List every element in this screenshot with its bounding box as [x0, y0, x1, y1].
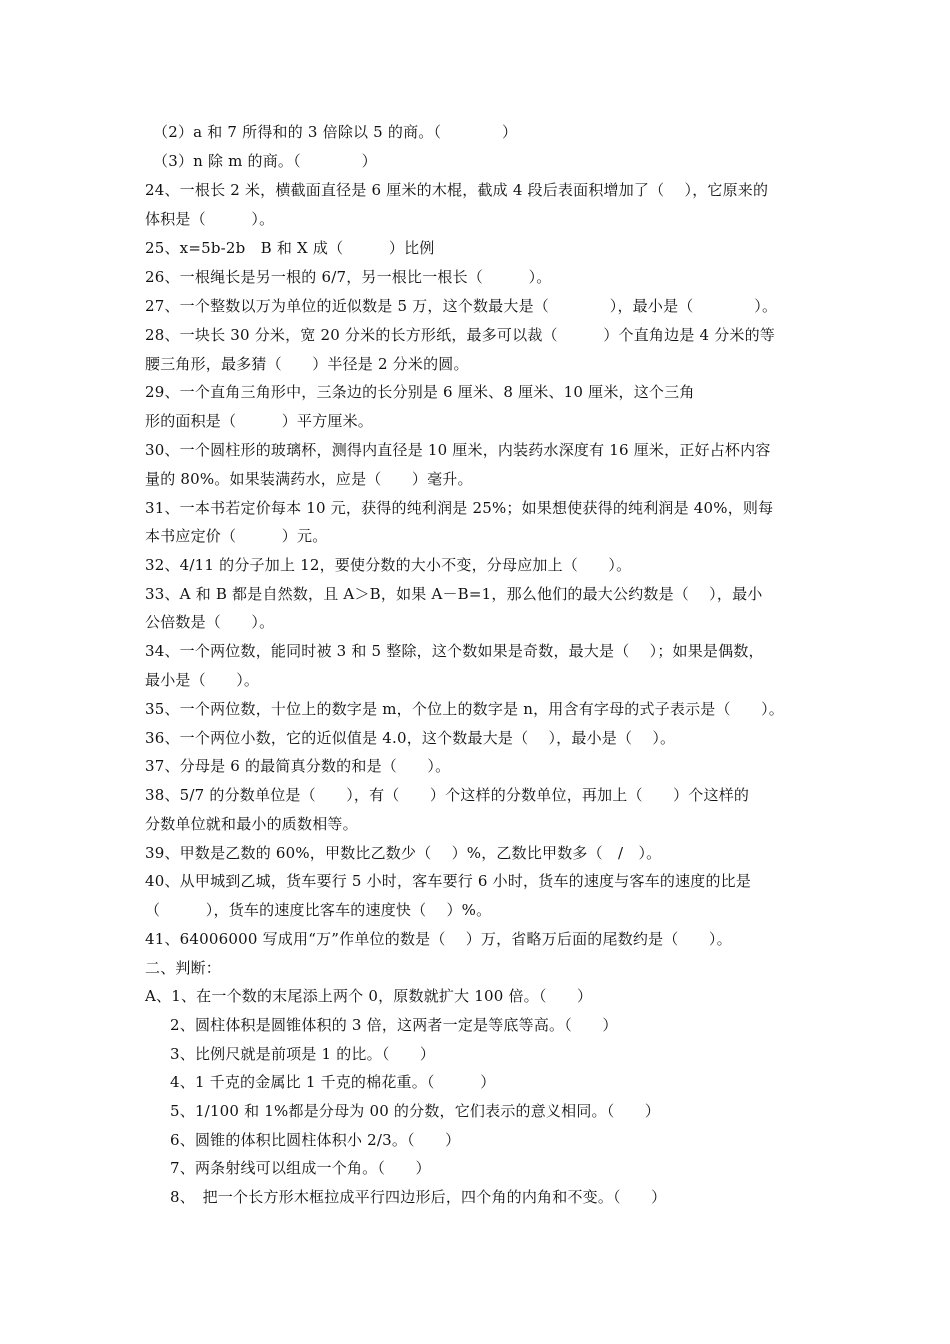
judgment-line: 7、两条射线可以组成一个角。（ ）: [170, 1159, 431, 1177]
question-line: 腰三角形，最多猜（ ）半径是 2 分米的圆。: [145, 355, 469, 373]
question-line: 形的面积是（ ）平方厘米。: [145, 412, 374, 430]
question-line: 体积是（ ）。: [145, 210, 275, 228]
question-line: 33、A 和 B 都是自然数，且 A＞B，如果 A－B=1，那么他们的最大公约数是（ ），最小: [145, 585, 763, 603]
question-line: 本书应定价（ ）元。: [145, 527, 328, 545]
question-line: 24、一根长 2 米，横截面直径是 6 厘米的木棍，截成 4 段后表面积增加了（ ），它原来的: [145, 181, 769, 199]
judgment-line: 5、1/100 和 1%都是分母为 00 的分数，它们表示的意义相同。（ ）: [170, 1102, 661, 1120]
judgment-line: 3、比例尺就是前项是 1 的比。（ ）: [170, 1045, 436, 1063]
judgment-line: 2、圆柱体积是圆锥体积的 3 倍，这两者一定是等底等高。（ ）: [170, 1016, 618, 1034]
question-line: 41、64006000 写成用“万”作单位的数是（ ）万，省略万后面的尾数约是（ ）。: [145, 930, 732, 948]
question-line: 26、一根绳长是另一根的 6/7，另一根比一根长（ ）。: [145, 268, 552, 286]
judgment-line: 8、 把一个长方形木框拉成平行四边形后，四个角的内角和不变。（ ）: [170, 1188, 667, 1206]
question-line: 40、从甲城到乙城，货车要行 5 小时，客车要行 6 小时，货车的速度与客车的速度的比是: [145, 872, 752, 890]
judgment-line: 6、圆锥的体积比圆柱体积小 2/3。（ ）: [170, 1131, 461, 1149]
section-heading: 二、判断：: [145, 959, 222, 977]
question-line: （3）n 除 m 的商。（ ）: [153, 152, 377, 170]
judgment-line: A、1、在一个数的末尾添上两个 0，原数就扩大 100 倍。（ ）: [145, 987, 593, 1005]
question-line: 公倍数是（ ）。: [145, 613, 275, 631]
judgment-line: 4、1 千克的金属比 1 千克的棉花重。（ ）: [170, 1073, 496, 1091]
question-line: 25、x=5b-2b B 和 X 成（ ）比例: [145, 239, 435, 257]
question-line: 29、一个直角三角形中，三条边的长分别是 6 厘米、8 厘米、10 厘米，这个三角: [145, 383, 695, 401]
question-line: 分数单位就和最小的质数相等。: [145, 815, 358, 833]
question-line: 37、分母是 6 的最简真分数的和是（ ）。: [145, 757, 451, 775]
question-line: 38、5/7 的分数单位是（ ），有（ ）个这样的分数单位，再加上（ ）个这样的: [145, 786, 750, 804]
question-line: 27、一个整数以万为单位的近似数是 5 万，这个数最大是（ ），最小是（ ）。: [145, 297, 778, 315]
question-line: 28、一块长 30 分米，宽 20 分米的长方形纸，最多可以裁（ ）个直角边是 4 分米的等: [145, 326, 776, 344]
question-line: 量的 80%。如果装满药水，应是（ ）毫升。: [145, 470, 473, 488]
question-line: 31、一本书若定价每本 10 元，获得的纯利润是 25%；如果想使获得的纯利润是 40%，则每: [145, 499, 774, 517]
question-line: （ ），货车的速度比客车的速度快（ ）%。: [145, 901, 492, 919]
question-line: 36、一个两位小数，它的近似值是 4.0，这个数最大是（ ），最小是（ ）。: [145, 729, 676, 747]
question-line: 最小是（ ）。: [145, 671, 260, 689]
question-line: 32、4/11 的分子加上 12，要使分数的大小不变，分母应加上（ ）。: [145, 556, 632, 574]
question-line: 39、甲数是乙数的 60%，甲数比乙数少（ ）%，乙数比甲数多（ / ）。: [145, 844, 662, 862]
question-line: （2）a 和 7 所得和的 3 倍除以 5 的商。（ ）: [153, 123, 518, 141]
question-line: 34、一个两位数，能同时被 3 和 5 整除，这个数如果是奇数，最大是（ ）；如果是偶数，: [145, 642, 764, 660]
question-line: 35、一个两位数，十位上的数字是 m，个位上的数字是 n，用含有字母的式子表示是（ ）。: [145, 700, 785, 718]
question-line: 30、一个圆柱形的玻璃杯，测得内直径是 10 厘米，内装药水深度有 16 厘米，正好占杯内容: [145, 441, 771, 459]
